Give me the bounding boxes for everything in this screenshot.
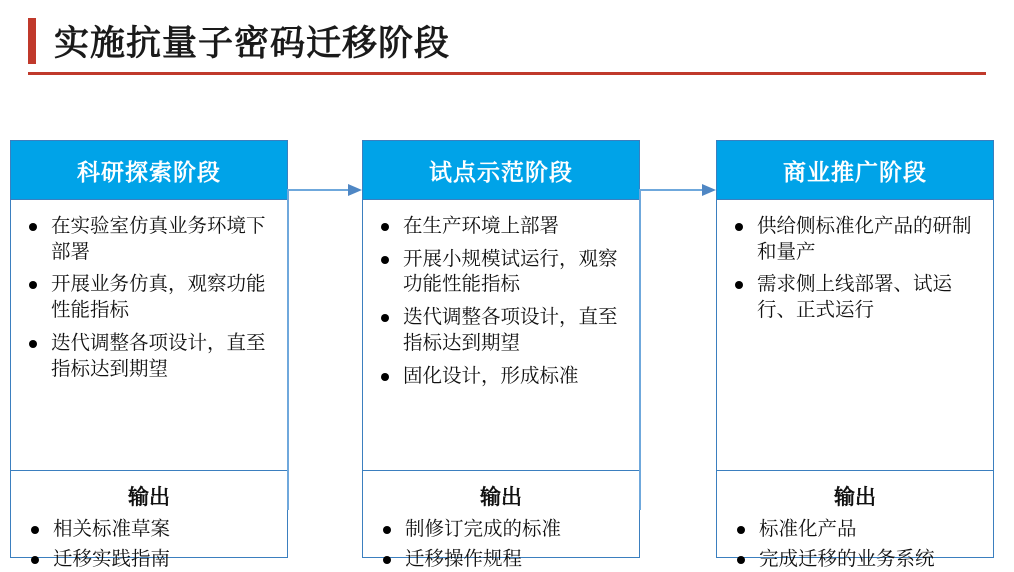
output-label-3: 输出 <box>834 486 876 509</box>
output-list-2 <box>379 517 629 572</box>
stage-divider-3 <box>717 470 993 471</box>
list-item: 供给侧标准化产品的研制和量产 <box>731 214 979 265</box>
output-list-3 <box>733 517 983 572</box>
list-item: 在生产环境上部署 <box>377 214 625 240</box>
list-item: 迭代调整各项设计，直至指标达到期望 <box>377 305 625 356</box>
list-item: 标准化产品 <box>733 517 983 543</box>
stage-item-list-1 <box>25 214 273 382</box>
list-item: 完成迁移的业务系统 <box>733 547 983 572</box>
page-title-area <box>0 8 1014 68</box>
stage-output-2 <box>363 517 639 572</box>
stage-body-2 <box>363 200 639 470</box>
stage-card-2 <box>362 140 640 570</box>
stage-header-2: 试点示范阶段 <box>363 141 639 200</box>
stage-output-3 <box>717 517 993 572</box>
stage-header-3: 商业推广阶段 <box>717 141 993 200</box>
stage-body-3 <box>717 200 993 470</box>
stage-card-3 <box>716 140 994 570</box>
stage-body-1 <box>11 200 287 470</box>
list-item: 制修订完成的标准 <box>379 517 629 543</box>
list-item: 开展业务仿真，观察功能性能指标 <box>25 272 273 323</box>
title-accent-bar <box>28 18 36 64</box>
stage-item-list-3 <box>731 214 979 324</box>
list-item: 在实验室仿真业务环境下部署 <box>25 214 273 265</box>
list-item: 迭代调整各项设计，直至指标达到期望 <box>25 331 273 382</box>
list-item: 需求侧上线部署、试运行、正式运行 <box>731 272 979 323</box>
stage-header-1: 科研探索阶段 <box>11 141 287 200</box>
list-item: 迁移操作规程 <box>379 547 629 572</box>
output-label-1: 输出 <box>128 486 170 509</box>
list-item: 迁移实践指南 <box>27 547 277 572</box>
stage-item-list-2 <box>377 214 625 389</box>
output-label-2: 输出 <box>480 486 522 509</box>
stage-divider-1 <box>11 470 287 471</box>
list-item: 开展小规模试运行，观察功能性能指标 <box>377 247 625 298</box>
list-item: 相关标准草案 <box>27 517 277 543</box>
flow-arrow-icon-2 <box>638 160 724 520</box>
list-item: 固化设计，形成标准 <box>377 364 625 390</box>
output-list-1 <box>27 517 277 572</box>
stage-divider-2 <box>363 470 639 471</box>
stage-output-1 <box>11 517 287 572</box>
title-underline <box>28 72 986 75</box>
page-title: 实施抗量子密码迁移阶段 <box>54 24 451 63</box>
flow-arrow-icon-1 <box>286 160 370 520</box>
stage-card-1 <box>10 140 288 570</box>
